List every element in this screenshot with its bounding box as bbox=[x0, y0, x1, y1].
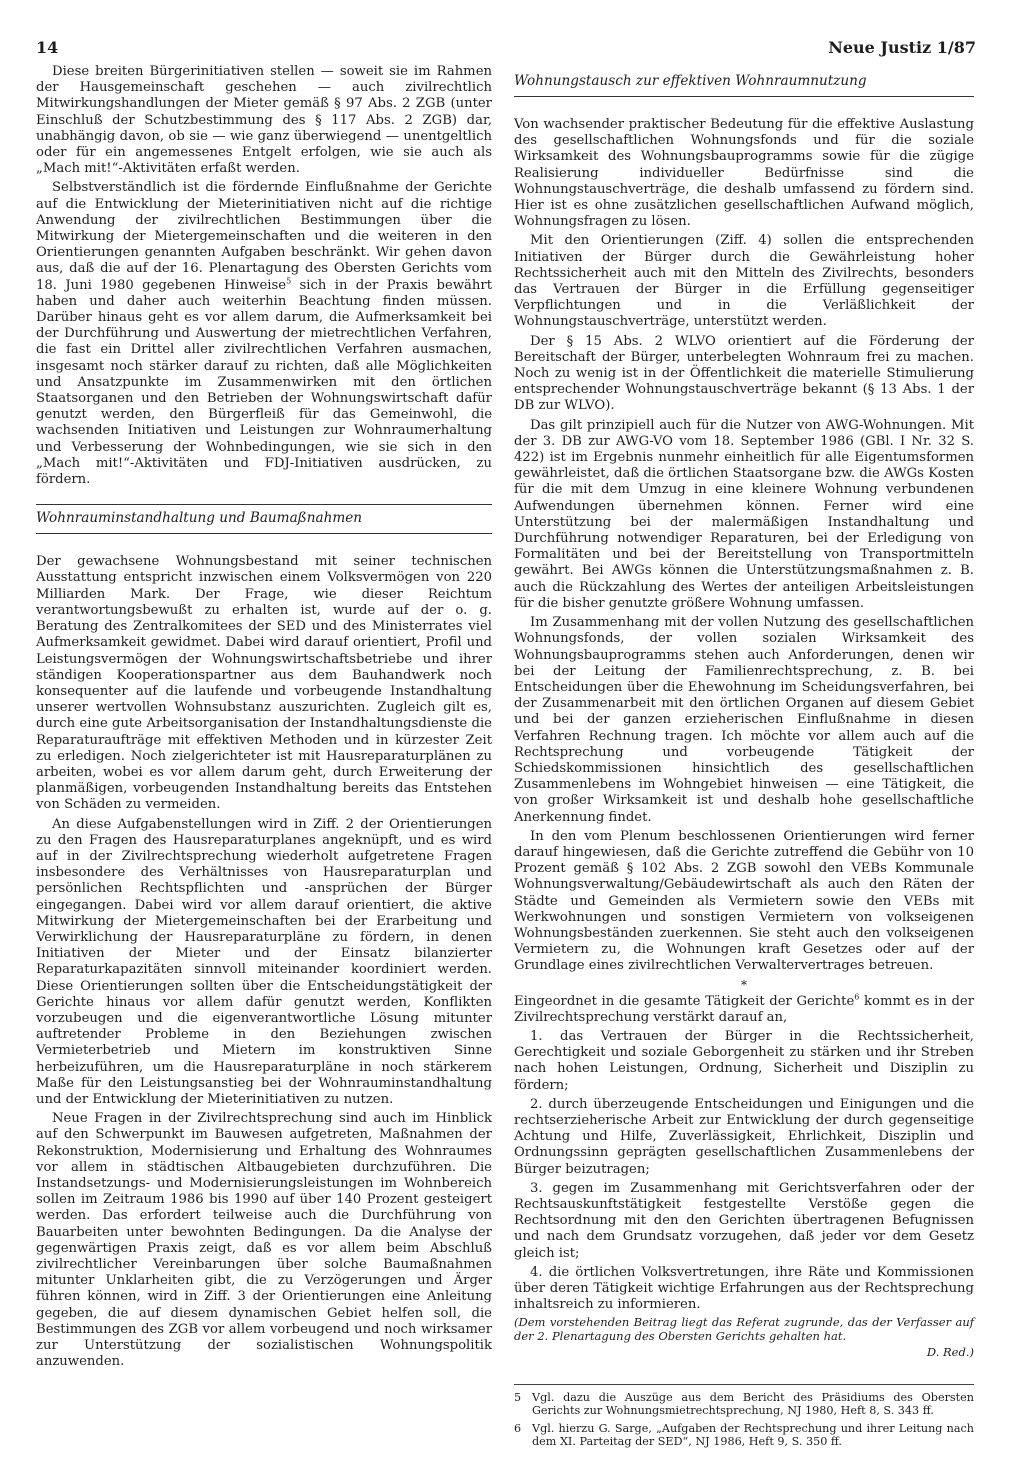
section-heading: Wohnrauminstandhaltung und Baumaßnahmen bbox=[36, 504, 492, 534]
list-item: 2. durch überzeugende Entscheidungen und Einigungen und die rechtserzieherische Arbeit zur Entwicklung der durch gegenseitige Achtung und Hilfe, Zuverlässigkeit, Ehrlichkeit, Disziplin und Ordnungssinn geprägten gesellschaftlichen Zusammenlebens der Bürger beizutragen; bbox=[514, 1096, 974, 1177]
paragraph: Das gilt prinzipiell auch für die Nutzer von AWG-Wohnungen. Mit der 3. DB zur AWG-VO vom 18. September 1986 (GBl. I Nr. 32 S. 422) ist im Ergebnis nunmehr einheitlich für alle Eigentumsformen gewährleistet, daß die örtlichen Staatsorgane bzw. die AWGs Kosten für die mit dem Umzug in eine kleinere Wohnung verbundenen Aufwendungen übernehmen können. Ferner wird eine Unterstützung bei der malermäßigen Instandhaltung und Durchführung notwendiger Reparaturen, bei der Erledigung von Formalitäten und bei der Bereitstellung von Transportmitteln gewährt. Bei AWGs können die Unterstützungsmaßnahmen z. B. auch die Rückzahlung des Wertes der anteiligen Arbeitsleistungen für die bisher genutzte größere Wohnung umfassen. bbox=[514, 417, 974, 611]
paragraph: In den vom Plenum beschlossenen Orientierungen wird ferner darauf hingewiesen, daß die Gerichte zutreffend die Gebühr von 10 Prozent gemäß § 102 Abs. 2 ZGB sowohl den VEBs Kommunale Wohnungsverwaltung/Gebäudewirtschaft als auch den Räten der Städte und Gemeinden als Vermietern sowie den VEBs mit Werkwohnungen und sonstigen Vermietern von volkseigenen Wohnungsbeständen zuerkennen. Sie steht auch den volkseigenen Vermietern zu, die Wohnungen kraft Gesetzes oder auf der Grundlage eines zivilrechtlichen Verwaltervertrages betreuen. bbox=[514, 828, 974, 974]
section-heading: Wohnungstausch zur effektiven Wohnraumnutzung bbox=[514, 72, 974, 97]
paragraph: Neue Fragen in der Zivilrechtsprechung sind auch im Hinblick auf den Schwerpunkt im Bauwesen aufgetreten, Maßnahmen der Rekonstruktion, Modernisierung und Erhaltung des Wohnraumes vor allem in städtischen Altbaugebieten durchzuführen. Die Instandsetzungs- und Modernisierungsleistungen im Wohnbereich sollen im Zeitraum 1986 bis 1990 auf über 140 Prozent gesteigert werden. Das erfordert teilweise auch die Durchführung von Bauarbeiten unter bewohnten Bedingungen. Da die Analyse der gegenwärtigen Praxis zeigt, daß es vor allem beim Abschluß zivilrechtlicher Vereinbarungen über solche Baumaßnahmen mitunter Unklarheiten gibt, die zu Verzögerungen und Ärger führen können, wird in Ziff. 3 der Orientierungen eine Anleitung gegeben, die auf diesem dynamischen Gebiet helfen soll, die Bestimmungen des ZGB vor allem vorbeugend und noch wirksamer zur Unterstützung der sozialistischen Wohnungspolitik anzuwenden. bbox=[36, 1111, 492, 1370]
numbered-list bbox=[514, 1029, 974, 1313]
footnote-number: 6 bbox=[514, 1421, 522, 1435]
editorial-signature: D. Red.) bbox=[926, 1345, 974, 1360]
paragraph: Der gewachsene Wohnungsbestand mit seiner technischen Ausstattung entspricht inzwischen einem Volksvermögen von 220 Milliarden Mark. Der Frage, wie dieser Reichtum verantwortungsbewußt zu erhalten ist, wurde auf der o. g. Beratung des Zentralkomitees der SED und des Ministerrates viel Aufmerksamkeit gewidmet. Dabei wird darauf orientiert, Profil und Leistungsvermögen der Wohnungswirtschaftsbetriebe und ihrer ständigen Kooperationspartner aus dem Bauhandwerk noch konsequenter auf die laufende und vorbeugende Instandhaltung unserer wertvollen Wohnsubstanz auszurichten. Zugleich gilt es, durch eine gute Arbeitsorganisation der Instandhaltungsdienste die Reparaturaufträge mit effektiven Methoden und in kürzester Zeit zu erledigen. Noch zielgerichteter ist mit Hausreparaturplänen zu arbeiten, wobei es vor allem darum geht, durch Erweiterung der planmäßigen, vorbeugenden Instandhaltung bereits das Entstehen von Schäden zu vermeiden. bbox=[36, 554, 492, 813]
editorial-note: (Dem vorstehenden Beitrag liegt das Referat zugrunde, das der Verfasser auf der 2. Plenartagung des Obersten Gerichts gehalten hat. bbox=[514, 1315, 974, 1343]
page-number: 14 bbox=[36, 38, 59, 57]
paragraph: Diese breiten Bürgerinitiativen stellen — soweit sie im Rahmen der Hausgemeinschaft geschehen — auch zivilrechtlich Mitwirkungshandlungen der Mieter gemäß § 97 Abs. 2 ZGB (unter Einschluß der Schutzbestimmung des § 117 Abs. 2 ZGB) dar, unabhängig davon, ob sie — wie ganz überwiegend — unentgeltlich oder für ein angemessenes Entgelt erfolgen, wie sie auch als „Mach mit!“-Aktivitäten erfaßt werden. bbox=[36, 64, 492, 177]
footnote-number: 5 bbox=[514, 1390, 522, 1404]
list-item: 1. das Vertrauen der Bürger in die Rechtssicherheit, Gerechtigkeit und soziale Geborgenheit zu stärken und ihr Streben nach hohen Leistungen, Ordnung, Sicherheit und Disziplin zu fördern; bbox=[514, 1028, 974, 1093]
list-item: 3. gegen im Zusammenhang mit Gerichtsverfahren oder der Rechtsauskunftstätigkeit festgestellte Verstöße gegen die Rechtsordnung mit den den Gerichten übertragenen Befugnissen und nach dem Grundsatz vorzugehen, daß jeder vor dem Gesetz gleich ist; bbox=[514, 1180, 974, 1261]
paragraph: Eingeordnet in die gesamte Tätigkeit der Gerichte$^6$ kommt es in der Zivilrechtsprechung verstärkt darauf an, bbox=[514, 992, 975, 1025]
right-column bbox=[514, 72, 974, 1453]
journal-issue: Neue Justiz 1/87 bbox=[828, 38, 976, 57]
paragraph: Der § 15 Abs. 2 WLVO orientiert auf die Förderung der Bereitschaft der Bürger, unterbelegten Wohnraum frei zu machen. Noch zu wenig ist in der Öffentlichkeit die materielle Stimulierung entsprechender Wohnungstauschverträge bekannt (§ 13 Abs. 1 der DB zur WLVO). bbox=[514, 333, 974, 414]
footnote-ref: 6 bbox=[854, 992, 860, 1002]
footnote-ref: 5 bbox=[286, 276, 292, 286]
paragraph: Von wachsender praktischer Bedeutung für die effektive Auslastung des gesellschaftlichen Wohnungsfonds und für die soziale Wirksamkeit des Wohnungsbauprogramms sowie für die zügige Realisierung individueller Bedürfnisse sind die Wohnungstauschverträge, die deshalb umfassend zu fördern sind. Hier ist es ohne zusätzlichen gesellschaftlichen Aufwand möglich, Wohnungsfragen zu lösen. bbox=[514, 117, 974, 230]
section-separator: * bbox=[741, 977, 747, 992]
paragraph: An diese Aufgabenstellungen wird in Ziff. 2 der Orientierungen zu den Fragen des Hausreparaturplanes angeknüpft, und es wird auf in der Zivilrechtsprechung wiederholt aufgetretene Fragen insbesondere des Verhältnisses von Hausreparaturplan und persönlichen Rechtspflichten und -ansprüchen der Bürger eingegangen. Dabei wird vor allem darauf orientiert, die aktive Mitwirkung der Mietergemeinschaften bei der Erarbeitung und Verwirklichung der Hausreparaturpläne zu fördern, in denen Initiativen der Mieter und der Einsatz bilanzierter Reparaturkapazitäten sinnvoll miteinander koordiniert werden. Diese Orientierungen sollten über die Entscheidungstätigkeit der Gerichte hinaus vor allem dafür genutzt werden, Konflikten vorzubeugen und die eigenverantwortliche Lösung mitunter auftretender Probleme in den Beziehungen zwischen Vermieterbetrieb und Mietern im konstruktiven Sinne herbeizuführen, um die Hausreparaturpläne in noch stärkerem Maße für den Leistungsanstieg bei der Wohnrauminstandhaltung und der Entwicklung der Mieterinitiativen zu nutzen. bbox=[36, 816, 492, 1107]
left-column bbox=[36, 64, 492, 1373]
footnote bbox=[514, 1422, 974, 1449]
footnote-divider bbox=[514, 1384, 974, 1385]
list-item: 4. die örtlichen Volksvertretungen, ihre Räte und Kommissionen über deren Tätigkeit wichtige Erfahrungen aus der Rechtsprechung inhaltsreich zu informieren. bbox=[514, 1264, 974, 1313]
footnote-text: Vgl. hierzu G. Sarge, „Aufgaben der Rechtsprechung und ihrer Leitung nach dem XI. Parteitag der SED“, NJ 1986, Heft 9, S. 350 ff. bbox=[532, 1421, 974, 1449]
footnote-text: Vgl. dazu die Auszüge aus dem Bericht des Präsidiums des Obersten Gerichts zur Wohnungsmietrechtsprechung, NJ 1980, Heft 8, S. 343 ff. bbox=[532, 1390, 974, 1418]
paragraph: Selbstverständlich ist die fördernde Einflußnahme der Gerichte auf die Entwicklung der Mieterinitiativen nicht auf die richtige Anwendung der zivilrechtlichen Bestimmungen über die Mitwirkung der Mietergemeinschaften und die weiteren in den Orientierungen genannten Aufgaben beschränkt. Wir gehen davon aus, daß die auf der 16. Plenartagung des Obersten Gerichts vom 18. Juni 1980 gegebenen Hinweise$^5$ sich in der Praxis bewährt haben und daher auch weiterhin Beachtung finden müssen. Darüber hinaus geht es vor allem darum, die Aufmerksamkeit bei der Durchführung und Auswertung der mietrechtlichen Verfahren, die fast ein Drittel aller zivilrechtlichen Verfahren ausmachen, insgesamt noch stärker darauf zu richten, daß alle Möglichkeiten und Ansatzpunkte im Zusammenwirken mit den örtlichen Staatsorganen und den Betrieben der Wohnungswirtschaft dafür genutzt werden, den Bürgerfleiß für das Gemeinwohl, die wachsenden Initiativen und Leistungen zur Wohnraumerhaltung und Verbesserung der Wohnbedingungen, wie sie sich in den „Mach mit!“-Aktivitäten und FDJ-Initiativen ausdrücken, zu fördern. bbox=[36, 180, 492, 488]
paragraph: Im Zusammenhang mit der vollen Nutzung des gesellschaftlichen Wohnungsfonds, der vollen sozialen Wirksamkeit des Wohnungsbauprogramms stehen auch Anforderungen, denen wir bei der Leitung der Familienrechtsprechung, z. B. bei Entscheidungen über die Ehewohnung im Scheidungsverfahren, bei der Zusammenarbeit mit den örtlichen Organen auf diesem Gebiet und bei der ganzen erzieherischen Einflußnahme in diesen Verfahren Rechnung tragen. Ich möchte vor allem auch auf die Rechtsprechung und vorbeugende Tätigkeit der Schiedskommissionen hinsichtlich des gesellschaftlichen Zusammenlebens im Wohngebiet hinweisen — eine Tätigkeit, die von großer Wirksamkeit ist und deshalb hohe gesellschaftliche Anerkennung findet. bbox=[514, 615, 974, 825]
paragraph: Mit den Orientierungen (Ziff. 4) sollen die entsprechenden Initiativen der Bürger durch die Gewährleistung hoher Rechtssicherheit auch mit den Mitteln des Zivilrechts, besonders das Vertrauen der Bürger in die Erfüllung gegenseitiger Verpflichtungen und in die Verläßlichkeit der Wohnungstauschverträge, unterstützt werden. bbox=[514, 233, 974, 330]
footnote bbox=[514, 1391, 974, 1418]
